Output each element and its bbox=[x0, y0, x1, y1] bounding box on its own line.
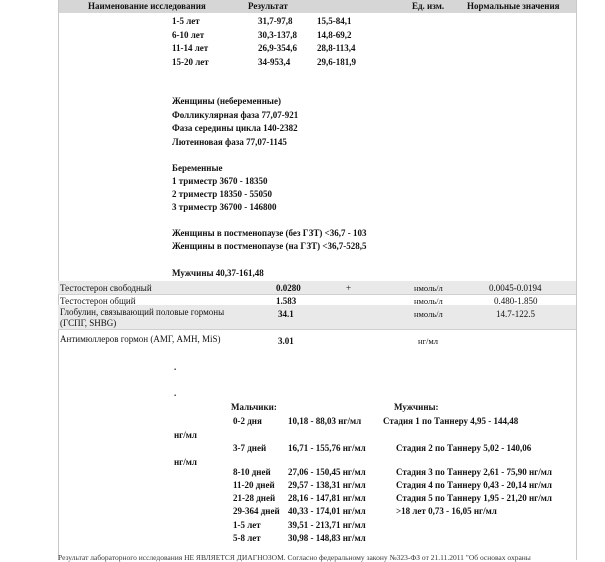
boys-range: 10,18 - 88,03 нг/мл bbox=[288, 416, 362, 426]
header-result: Результат bbox=[248, 1, 288, 11]
test-unit: нмоль/л bbox=[414, 283, 443, 293]
youths-row: Стадия 5 по Таннеру 1,95 - 21,20 нг/мл bbox=[396, 493, 552, 503]
youths-row: Стадия 3 по Таннеру 2,61 - 75,90 нг/мл bbox=[396, 467, 552, 477]
footer-disclaimer: Результат лабораторного исследования НЕ ЯВЛЯЕТСЯ ДИАГНОЗОМ. Согласно федеральному закону №323-ФЗ от 21.11.2011 "Об основах охраны bbox=[58, 553, 531, 562]
header-norm: Нормальные значения bbox=[467, 1, 560, 11]
age-label: 1-5 лет bbox=[172, 16, 200, 26]
men-line: Мужчины 40,37-161,48 bbox=[172, 268, 264, 278]
postmeno-line: Женщины в постменопаузе (на ГЗТ) <36,7-528,5 bbox=[172, 241, 367, 251]
women-title: Женщины (небеременные) bbox=[172, 96, 281, 106]
age-value-1: 34-953,4 bbox=[258, 57, 291, 67]
boys-age: 3-7 дней bbox=[233, 443, 267, 453]
test-result: 0.0280 bbox=[276, 283, 301, 293]
boys-age: 1-5 лет bbox=[233, 520, 261, 530]
test-unit: нмоль/л bbox=[414, 309, 443, 319]
age-label: 15-20 лет bbox=[172, 57, 209, 67]
women-line: Фолликулярная фаза 77,07-921 bbox=[172, 110, 299, 120]
age-value-2: 15,5-84,1 bbox=[317, 16, 352, 26]
women-line: Фаза середины цикла 140-2382 bbox=[172, 123, 298, 133]
age-label: 11-14 лет bbox=[172, 43, 209, 53]
table-left-border bbox=[58, 0, 59, 560]
boys-title: Мальчики: bbox=[231, 402, 277, 412]
dot-mark: . bbox=[174, 388, 177, 398]
boys-range: 28,16 - 147,81 нг/мл bbox=[288, 493, 366, 503]
test-unit: нг/мл bbox=[418, 336, 439, 346]
header-unit: Ед. изм. bbox=[412, 1, 445, 11]
boys-range: 39,51 - 213,71 нг/мл bbox=[288, 520, 366, 530]
test-norm: 0.0045-0.0194 bbox=[489, 283, 542, 293]
boys-wrap-unit: нг/мл bbox=[174, 457, 197, 467]
boys-range: 27,06 - 150,45 нг/мл bbox=[288, 467, 366, 477]
test-name: Антимюллеров гормон (АМГ, AMH, MiS) bbox=[60, 334, 221, 344]
table-right-border bbox=[576, 0, 577, 560]
test-name: Глобулин, связывающий половые гормоны (ГСПГ, SHBG) bbox=[60, 307, 225, 328]
age-value-2: 28,8-113,4 bbox=[317, 43, 356, 53]
dot-mark: . bbox=[174, 362, 177, 372]
youths-row: Стадия 1 по Таннеру 4,95 - 144,48 bbox=[383, 416, 519, 426]
test-flag: + bbox=[346, 283, 352, 293]
boys-range: 40,33 - 174,01 нг/мл bbox=[288, 506, 366, 516]
test-norm: 0.480-1.850 bbox=[494, 296, 538, 306]
test-norm: 14.7-122.5 bbox=[496, 309, 535, 319]
youths-row: Стадия 4 по Таннеру 0,43 - 20,14 нг/мл bbox=[396, 480, 552, 490]
boys-age: 0-2 дня bbox=[233, 416, 262, 426]
test-name: Тестостерон общий bbox=[60, 296, 136, 306]
boys-range: 29,57 - 138,31 нг/мл bbox=[288, 480, 366, 490]
boys-range: 30,98 - 148,83 нг/мл bbox=[288, 533, 366, 543]
boys-wrap-unit: нг/мл bbox=[174, 430, 197, 440]
pregnant-line: 3 триместр 36700 - 146800 bbox=[172, 202, 277, 212]
boys-age: 8-10 дней bbox=[233, 467, 271, 477]
boys-age: 21-28 дней bbox=[233, 493, 276, 503]
age-value-2: 29,6-181,9 bbox=[317, 57, 356, 67]
pregnant-title: Беременные bbox=[172, 163, 223, 173]
test-unit: нмоль/л bbox=[414, 296, 443, 306]
youths-title: Мужчины: bbox=[394, 402, 439, 412]
age-value-2: 14,8-69,2 bbox=[317, 30, 352, 40]
postmeno-line: Женщины в постменопаузе (без ГЗТ) <36,7 - 103 bbox=[172, 228, 367, 238]
boys-age: 5-8 лет bbox=[233, 533, 261, 543]
test-result: 1.583 bbox=[276, 296, 297, 306]
pregnant-line: 1 триместр 3670 - 18350 bbox=[172, 176, 268, 186]
age-value-1: 26,9-354,6 bbox=[258, 43, 297, 53]
age-label: 6-10 лет bbox=[172, 30, 205, 40]
women-line: Лютеиновая фаза 77,07-1145 bbox=[172, 137, 287, 147]
youths-row: Стадия 2 по Таннеру 5,02 - 140,06 bbox=[396, 443, 532, 453]
test-result: 34.1 bbox=[278, 309, 294, 319]
boys-age: 29-364 дней bbox=[233, 506, 280, 516]
test-name: Тестостерон свободный bbox=[60, 283, 152, 293]
test-result: 3.01 bbox=[278, 336, 294, 346]
pregnant-line: 2 триместр 18350 - 55050 bbox=[172, 189, 272, 199]
youths-row: >18 лет 0,73 - 16,05 нг/мл bbox=[396, 506, 497, 516]
age-value-1: 30,3-137,8 bbox=[258, 30, 297, 40]
row-divider bbox=[58, 329, 576, 330]
row-divider bbox=[58, 294, 576, 295]
boys-age: 11-20 дней bbox=[233, 480, 275, 490]
boys-range: 16,71 - 155,76 нг/мл bbox=[288, 443, 366, 453]
header-name: Наименование исследования bbox=[88, 1, 206, 11]
age-value-1: 31,7-97,8 bbox=[258, 16, 293, 26]
